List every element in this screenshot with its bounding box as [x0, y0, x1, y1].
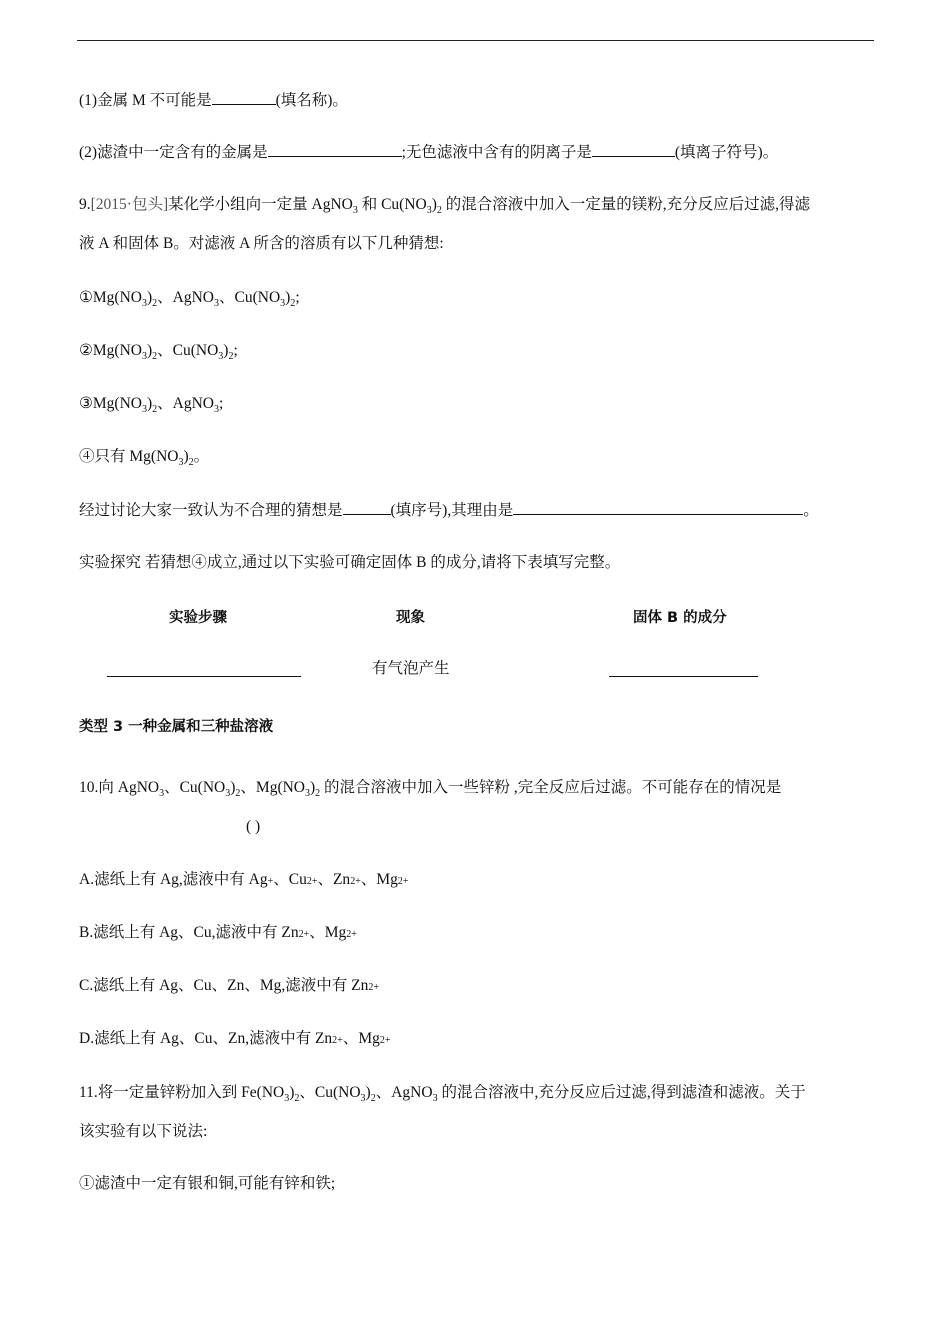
q10-text: ): [230, 779, 236, 796]
superscript: 2+: [379, 1035, 391, 1046]
q11-text: ): [365, 1084, 371, 1101]
q10-stem: [79, 778, 781, 798]
q11-stem-line2: 该实验有以下说法:: [79, 1123, 208, 1140]
subscript: 2: [152, 351, 158, 362]
q11-text: 、AgNO: [375, 1084, 433, 1101]
table-header-steps: 实验步骤: [169, 610, 227, 626]
guess-text: 、Cu(NO: [219, 289, 281, 306]
option-text: 、Mg: [342, 1030, 380, 1047]
subscript: 3: [214, 404, 219, 415]
q10-text: 10.向 AgNO: [79, 779, 160, 796]
guess-text: ): [146, 395, 153, 412]
q8-part2-mid: ;无色滤液中含有的阴离子是: [401, 144, 592, 161]
q9-intro: [79, 195, 810, 215]
subscript: 3: [178, 457, 184, 468]
discussion-text: 经过讨论大家一致认为不合理的猜想是: [79, 502, 343, 519]
q10-text: 的混合溶液中加入一些锌粉 ,完全反应后过滤。不可能存在的情况是: [320, 779, 782, 796]
subscript: 3: [352, 205, 358, 216]
guess-text: 、AgNO: [157, 395, 214, 412]
option-text: C.滤纸上有 Ag、Cu、Zn、Mg,滤液中有 Zn: [79, 977, 369, 994]
discussion-text: 。: [803, 502, 819, 519]
superscript: 2+: [368, 982, 379, 993]
subscript: 2: [294, 1093, 300, 1104]
source-tag: [2015·包头]: [90, 196, 169, 213]
superscript: 2+: [397, 876, 409, 887]
subscript: 3: [141, 298, 147, 309]
superscript: 2+: [306, 876, 318, 887]
answer-parentheses[interactable]: ( ): [246, 818, 261, 835]
option-text: B.滤纸上有 Ag、Cu,滤液中有 Zn: [79, 924, 299, 941]
q11-text: 11.将一定量锌粉加入到 Fe(NO: [79, 1084, 285, 1101]
q9-text: 的混合溶液中加入一定量的镁粉,充分反应后过滤,得滤: [441, 196, 811, 213]
option-text: A.滤纸上有 Ag,滤液中有 Ag: [79, 871, 268, 888]
q8-part1-suffix: (填名称)。: [275, 92, 348, 109]
answer-blank[interactable]: [513, 500, 803, 515]
answer-blank[interactable]: [343, 500, 391, 515]
subscript: 3: [141, 351, 147, 362]
guess-text: ): [146, 342, 153, 359]
q9-text: 某化学小组向一定量 AgNO: [168, 196, 353, 213]
subscript: 3: [280, 298, 286, 309]
guess-text: ;: [219, 395, 224, 412]
subscript: 3: [426, 205, 432, 216]
q10-text: 、Cu(NO: [164, 779, 226, 796]
discussion-text: (填序号),其理由是: [390, 502, 514, 519]
q11-text: 的混合溶液中,充分反应后过滤,得到滤渣和滤液。关于: [437, 1084, 806, 1101]
q8-part2: [79, 142, 778, 163]
superscript: 2+: [346, 929, 357, 940]
subscript: 3: [225, 788, 231, 799]
guess-text: ②Mg(NO: [79, 342, 142, 359]
guess-text: ): [223, 342, 229, 359]
q9-intro-line2: 液 A 和固体 B。对滤液 A 所含的溶质有以下几种猜想:: [79, 235, 444, 252]
superscript: +: [267, 876, 274, 887]
subscript: 3: [141, 404, 147, 415]
option-text: 、Zn: [317, 871, 351, 888]
guess-text: ④只有 Mg(NO: [79, 448, 179, 465]
table-header-composition: 固体 B 的成分: [633, 610, 727, 626]
subscript: 2: [290, 298, 296, 309]
q9-discussion: [79, 500, 819, 521]
q8-part2-suffix: (填离子符号)。: [674, 144, 779, 161]
answer-blank[interactable]: [592, 142, 675, 157]
q10-option-c[interactable]: [79, 976, 379, 996]
subscript: 2: [188, 457, 194, 468]
subscript: 3: [218, 351, 224, 362]
q9-guess-3: [79, 394, 223, 414]
subscript: 2: [152, 298, 158, 309]
guess-text: ): [183, 448, 189, 465]
guess-text: ;: [295, 289, 300, 306]
subscript: 2: [315, 788, 321, 799]
subscript: 3: [214, 298, 219, 309]
q11-stem: [79, 1083, 806, 1103]
subscript: 3: [305, 788, 310, 799]
option-text: D.滤纸上有 Ag、Cu、Zn,滤液中有 Zn: [79, 1030, 333, 1047]
table-answer-blank-steps[interactable]: [107, 676, 301, 677]
q9-text: ): [431, 196, 437, 213]
subscript: 2: [152, 404, 158, 415]
q11-text: ): [289, 1084, 295, 1101]
subscript: 3: [159, 788, 165, 799]
header-rule: [77, 40, 874, 41]
q8-part1-text: (1)金属 M 不可能是: [79, 92, 212, 109]
guess-text: ①Mg(NO: [79, 289, 142, 306]
guess-text: ): [146, 289, 153, 306]
q11-text: 、Cu(NO: [299, 1084, 361, 1101]
answer-blank[interactable]: [212, 90, 276, 105]
q9-guess-4: [79, 447, 209, 467]
guess-text: ;: [233, 342, 238, 359]
subscript: 3: [360, 1093, 366, 1104]
table-header-phenomenon: 现象: [396, 610, 425, 626]
q11-statement-1: ①滤渣中一定有银和铜,可能有锌和铁;: [79, 1175, 336, 1192]
guess-text: 。: [193, 448, 210, 465]
subscript: 2: [228, 351, 234, 362]
guess-text: ③Mg(NO: [79, 395, 142, 412]
option-text: 、Mg: [360, 871, 398, 888]
q9-text: 和 Cu(NO: [357, 196, 427, 213]
q10-option-d[interactable]: [79, 1029, 391, 1049]
q10-text: ): [310, 779, 316, 796]
q9-experiment: 实验探究 若猜想④成立,通过以下实验可确定固体 B 的成分,请将下表填写完整。: [79, 554, 621, 571]
table-cell-phenomenon: 有气泡产生: [372, 660, 450, 677]
q9-guess-2: [79, 341, 238, 361]
q9-guess-1: [79, 288, 300, 308]
guess-text: 、Cu(NO: [157, 342, 219, 359]
q10-text: 、Mg(NO: [240, 779, 305, 796]
table-answer-blank-composition[interactable]: [609, 676, 758, 677]
subscript: 2: [235, 788, 241, 799]
section-heading: 类型 3 一种金属和三种盐溶液: [79, 719, 274, 735]
superscript: 2+: [350, 876, 361, 887]
subscript: 2: [370, 1093, 376, 1104]
q8-part2-text: (2)滤渣中一定含有的金属是: [79, 144, 268, 161]
option-text: 、Cu: [273, 871, 307, 888]
q10-option-a[interactable]: [79, 870, 409, 890]
q8-part1: [79, 90, 348, 111]
answer-blank[interactable]: [268, 142, 402, 157]
guess-text: 、AgNO: [157, 289, 214, 306]
subscript: 3: [284, 1093, 290, 1104]
guess-text: ): [285, 289, 291, 306]
superscript: 2+: [332, 1035, 343, 1046]
option-text: 、Mg: [309, 924, 347, 941]
question-number: 9.: [79, 196, 91, 213]
superscript: 2+: [298, 929, 310, 940]
subscript: 2: [436, 205, 442, 216]
subscript: 3: [432, 1093, 438, 1104]
q10-option-b[interactable]: [79, 923, 357, 943]
